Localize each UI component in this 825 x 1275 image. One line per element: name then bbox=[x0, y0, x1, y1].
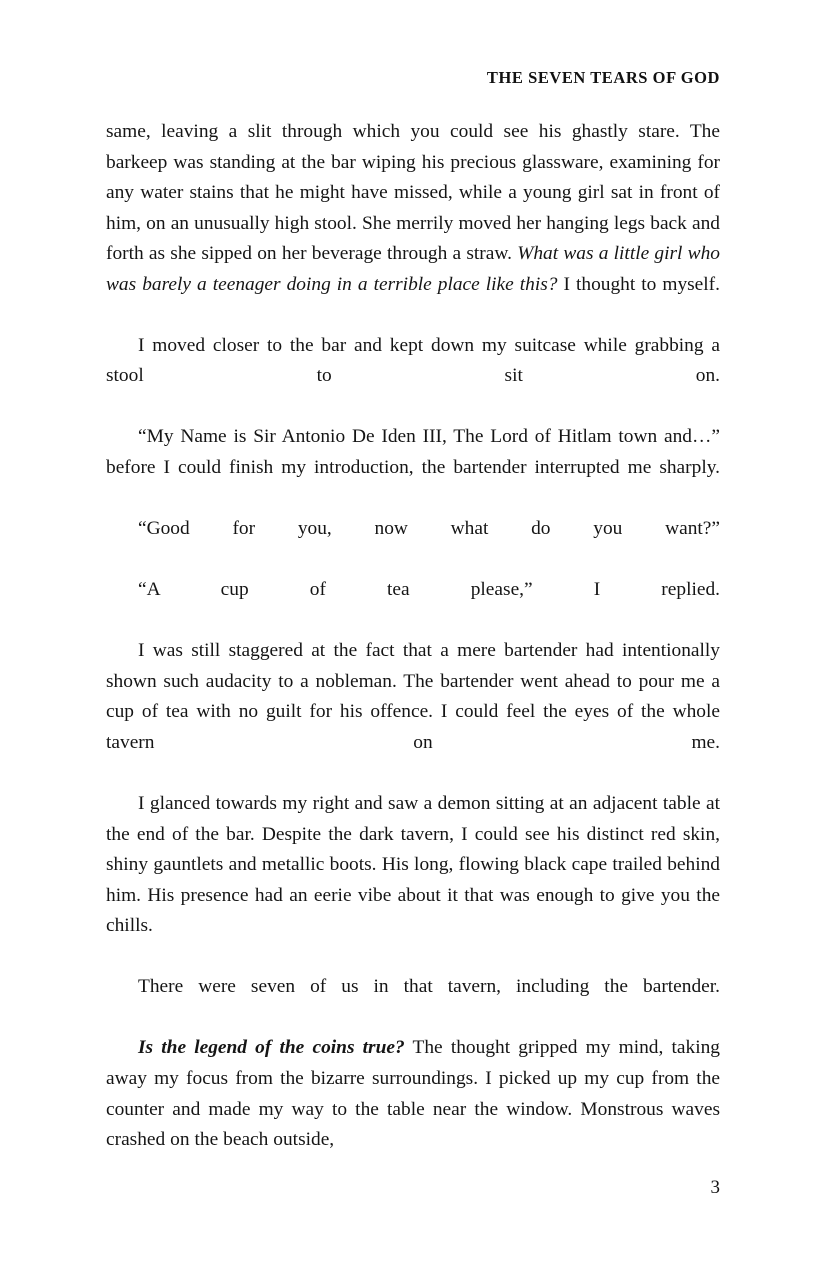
paragraph bbox=[106, 1033, 720, 1155]
paragraph bbox=[106, 972, 720, 1033]
paragraph bbox=[106, 117, 720, 331]
text-run: I thought to myself. bbox=[557, 273, 720, 295]
page-number: 3 bbox=[710, 1177, 720, 1198]
text-run: “A cup of tea please,” I replied. bbox=[138, 579, 720, 601]
text-run: The thought gripped my mind, taking away my focus from the bizarre surroundings. I picked up my cup from the counter and made my way to the table near the window. Monstrous waves crashed on the beach outside, bbox=[106, 1037, 720, 1151]
paragraph bbox=[106, 789, 720, 972]
paragraph bbox=[106, 575, 720, 636]
paragraph bbox=[106, 636, 720, 789]
italic-run: What was a little girl who was barely a teenager doing in a terrible place like this? bbox=[106, 243, 720, 295]
body-text-block bbox=[106, 117, 720, 1156]
running-head: THE SEVEN TEARS OF GOD bbox=[486, 68, 720, 87]
text-run: I was still staggered at the fact that a mere bartender had intentionally shown such audacity to a nobleman. The bartender went ahead to pour me a cup of tea with no guilt for his offence. I could feel the eyes of the whole tavern on me. bbox=[106, 640, 720, 753]
text-run: “My Name is Sir Antonio De Iden III, The Lord of Hitlam town and…” before I could finish my introduction, the bartender interrupted me sharply. bbox=[106, 426, 720, 479]
paragraph bbox=[106, 331, 720, 423]
text-run: same, leaving a slit through which you could see his ghastly stare. The barkeep was standing at the bar wiping his precious glassware, examining for any water stains that he might have missed, while a young girl sat in front of him, on an unusually high stool. She merrily moved her hanging legs back and forth as she sipped on her beverage through a straw. bbox=[106, 121, 720, 265]
text-run: There were seven of us in that tavern, including the bartender. bbox=[138, 976, 720, 998]
text-run: I glanced towards my right and saw a demon sitting at an adjacent table at the end of the bar. Despite the dark tavern, I could see his distinct red skin, shiny gauntlets and metallic boots. His long, flowing black cape trailed behind him. His presence had an eerie vibe about it that was enough to give you the chills. bbox=[106, 793, 720, 937]
paragraph bbox=[106, 422, 720, 514]
text-run: “Good for you, now what do you want?” bbox=[138, 518, 720, 540]
italic-emphasis-run: Is the legend of the coins true? bbox=[138, 1037, 405, 1059]
paragraph bbox=[106, 514, 720, 575]
text-run: I moved closer to the bar and kept down my suitcase while grabbing a stool to sit on. bbox=[106, 334, 720, 387]
